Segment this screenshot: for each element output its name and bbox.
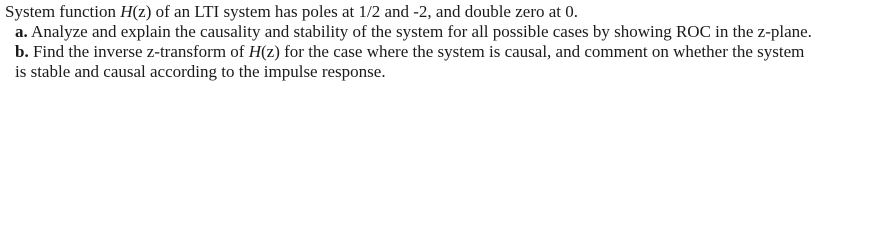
h-argument: (z): [132, 2, 152, 21]
part-a-line: [5, 22, 883, 42]
part-a-label: a.: [15, 22, 28, 41]
part-b-continuation-text: is stable and causal according to the impulse response.: [15, 62, 386, 81]
part-a-text: Analyze and explain the causality and stability of the system for all possible cases by showing ROC in the z-plane.: [27, 22, 812, 41]
intro-prefix: System function: [5, 2, 121, 21]
problem-statement: [5, 2, 883, 82]
intro-line: [5, 2, 883, 22]
part-b-line: [5, 42, 883, 62]
part-b-text-after: for the case where the system is causal, and comment on whether the system: [279, 42, 805, 61]
part-b-continuation: [5, 62, 883, 82]
intro-suffix: of an LTI system has poles at 1/2 and -2, and double zero at 0.: [151, 2, 579, 21]
part-b-text-before: Find the inverse z-transform of: [28, 42, 249, 61]
h-argument: (z): [261, 42, 280, 61]
h-symbol: H: [248, 42, 261, 61]
h-symbol: H: [120, 2, 133, 21]
part-b-label: b.: [15, 42, 29, 61]
